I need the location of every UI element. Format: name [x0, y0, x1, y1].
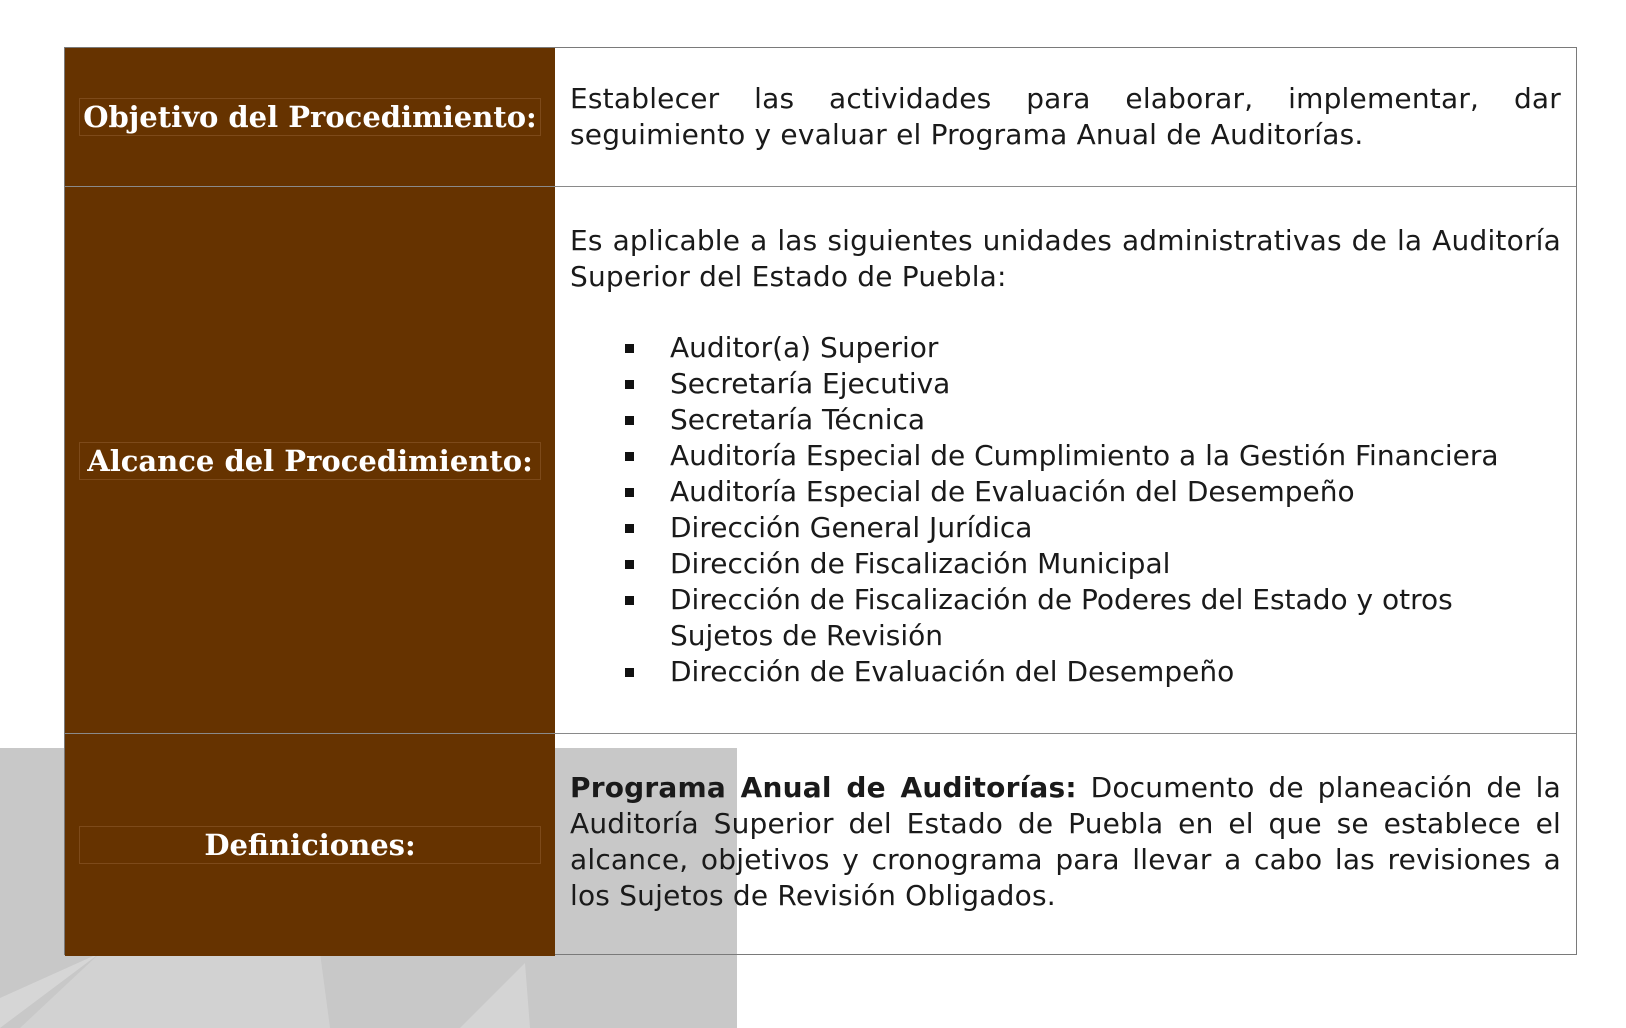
square-bullet-icon: [625, 344, 634, 353]
procedure-table: [64, 47, 1577, 955]
list-item: Dirección de Fiscalización de Poderes del Estado y otros Sujetos de Revisión: [570, 582, 1561, 654]
square-bullet-icon: [625, 524, 634, 533]
square-bullet-icon: [625, 488, 634, 497]
content-cell-alcance: [556, 187, 1576, 733]
row-definiciones: [65, 734, 1576, 956]
list-item: Dirección de Fiscalización Municipal: [570, 546, 1561, 582]
label-cell-alcance: [65, 187, 555, 733]
label-cell-definiciones: [65, 734, 555, 956]
square-bullet-icon: [625, 560, 634, 569]
square-bullet-icon: [625, 668, 634, 677]
square-bullet-icon: [625, 380, 634, 389]
list-item: Dirección de Evaluación del Desempeño: [570, 654, 1561, 690]
list-item: Auditor(a) Superior: [570, 330, 1561, 366]
units-list: [570, 330, 1561, 690]
list-item: Secretaría Técnica: [570, 402, 1561, 438]
list-item: Secretaría Ejecutiva: [570, 366, 1561, 402]
list-item: Auditoría Especial de Evaluación del Desempeño: [570, 474, 1561, 510]
row-alcance: [65, 187, 1576, 734]
definition-term: Programa Anual de Auditorías:: [570, 771, 1077, 804]
square-bullet-icon: [625, 452, 634, 461]
content-cell-objetivo: [556, 48, 1576, 186]
definition-paragraph: [570, 770, 1561, 914]
list-item: Auditoría Especial de Cumplimiento a la Gestión Financiera: [570, 438, 1561, 474]
label-cell-objetivo: [65, 48, 555, 186]
label-objetivo: Objetivo del Procedimiento:: [83, 100, 537, 134]
row-objetivo: [65, 48, 1576, 187]
square-bullet-icon: [625, 416, 634, 425]
content-cell-definiciones: [556, 734, 1576, 956]
objetivo-text: Establecer las actividades para elaborar, implementar, dar seguimiento y evaluar el Programa Anual de Auditorías.: [570, 82, 1561, 151]
label-alcance: Alcance del Procedimiento:: [87, 444, 533, 478]
list-item: Dirección General Jurídica: [570, 510, 1561, 546]
label-definiciones: Definiciones:: [204, 828, 416, 862]
alcance-intro: Es aplicable a las siguientes unidades administrativas de la Auditoría Superior del Estado de Puebla:: [570, 224, 1561, 293]
definition-text: Documento de planeación de la Auditoría Superior del Estado de Puebla en el que se establece el alcance, objetivos y cronograma para llevar a cabo las revisiones a los Sujetos de Revisión Obligados.: [570, 771, 1561, 912]
square-bullet-icon: [625, 596, 634, 605]
